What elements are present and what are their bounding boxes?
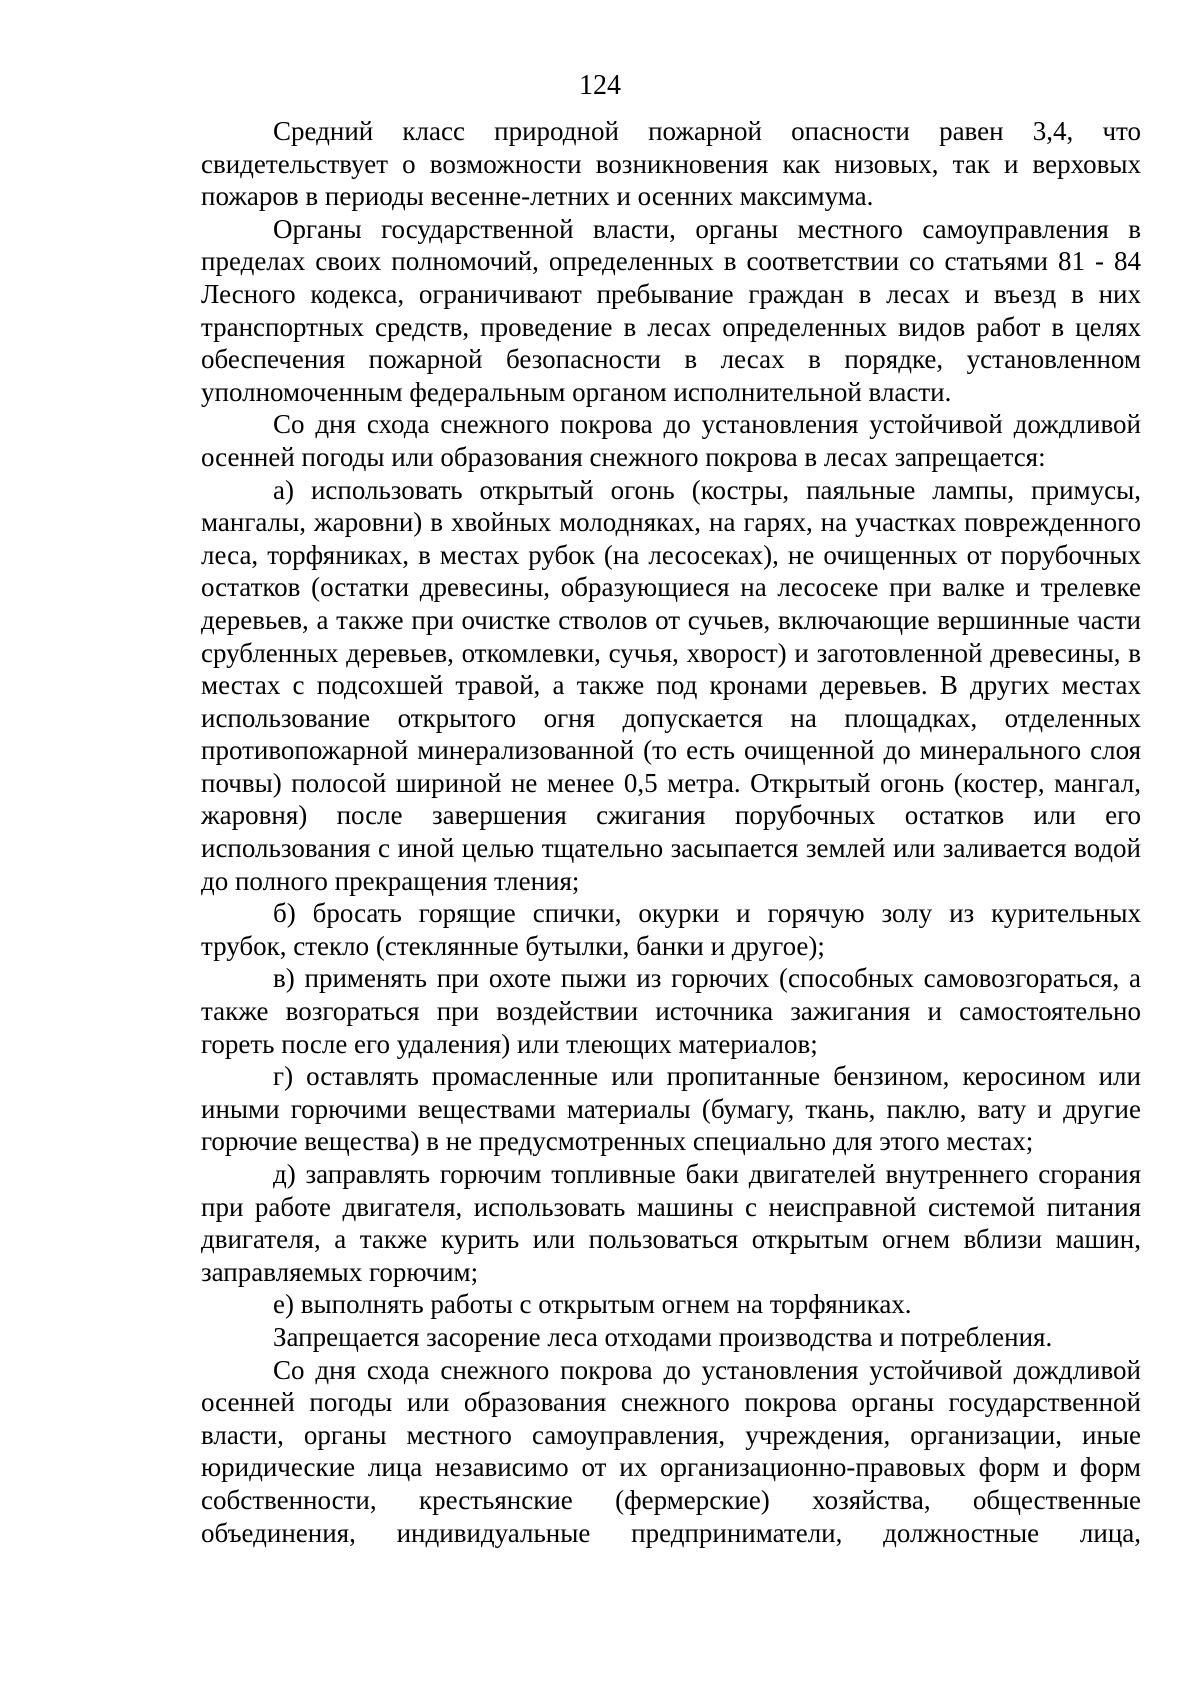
list-item-e-peatlands: е) выполнять работы с открытым огнем на торфяниках.	[273, 1289, 912, 1320]
list-item-g-oily-materials: г) оставлять промасленные или пропитанные бензином, керосином или иными горючими веществами материалы (бумагу, ткань, паклю, вату и другие горючие вещества) в не предусмотренных специально для этого местах;	[201, 1061, 1141, 1157]
list-item-a-open-fire: а) использовать открытый огонь (костры, паяльные лампы, примусы, мангалы, жаровни) в хвойных молодняках, на гарях, на участках поврежденного леса, торфяниках, в местах рубок (на лесосеках), не очищенных от порубочных остатков (остатки древесины, образующиеся на лесосеке при валке и трелевке деревьев, а также при очистке стволов от сучьев, включающие вершинные части срубленных деревьев, откомлевки, сучья, хворост) и заготовленной древесины, в местах с подсохшей травой, а также под кронами деревьев. В других местах использование открытого огня допускается на площадках, отделенных противопожарной минерализованной (то есть очищенной до минерального слоя почвы) полосой шириной не менее 0,5 метра. Открытый огонь (костер, мангал, жаровня) после завершения сжигания порубочных остатков или его использования с иной целью тщательно засыпается землей или заливается водой до полного прекращения тления;	[201, 474, 1141, 896]
paragraph-fire-danger-class: Средний класс природной пожарной опасности равен 3,4, что свидетельствует о возможности возникновения как низовых, так и верховых пожаров в периоды весенне-летних и осенних максимума.	[201, 116, 1141, 212]
paragraph-littering-prohibited: Запрещается засорение леса отходами производства и потребления.	[273, 1321, 1053, 1352]
document-body	[201, 115, 1141, 1549]
list-item-b-matches: б) бросать горящие спички, окурки и горячую золу из курительных трубок, стекло (стеклянные бутылки, банки и другое);	[201, 898, 1141, 961]
page-number: 124	[579, 70, 621, 101]
paragraph-prohibited-intro: Со дня схода снежного покрова до установления устойчивой дождливой осенней погоды или образования снежного покрова в лесах запрещается:	[201, 409, 1141, 472]
list-item-d-refueling: д) заправлять горючим топливные баки двигателей внутреннего сгорания при работе двигателя, использовать машины с неисправной системой питания двигателя, а также курить или пользоваться открытым огнем вблизи машин, заправляемых горючим;	[201, 1159, 1141, 1287]
list-item-v-hunting-wads: в) применять при охоте пыжи из горючих (способных самовозгораться, а также возгораться при воздействии источника зажигания и самостоятельно гореть после его удаления) или тлеющих материалов;	[201, 963, 1141, 1059]
paragraph-authorities-restrict: Органы государственной власти, органы местного самоуправления в пределах своих полномочий, определенных в соответствии со статьями 81 - 84 Лесного кодекса, ограничивают пребывание граждан в лесах и въезд в них транспортных средств, проведение в лесах определенных видов работ в целях обеспечения пожарной безопасности в лесах в порядке, установленном уполномоченным федеральным органом исполнительной власти.	[201, 213, 1141, 407]
paragraph-organizations-obligations: Со дня схода снежного покрова до установления устойчивой дождливой осенней погоды или образования снежного покрова органы государственной власти, органы местного самоуправления, учреждения, организации, иные юридические лица независимо от их организационно-правовых форм и форм собственности, крестьянские (фермерские) хозяйства, общественные объединения, индивидуальные предприниматели, должностные лица,	[201, 1354, 1141, 1548]
